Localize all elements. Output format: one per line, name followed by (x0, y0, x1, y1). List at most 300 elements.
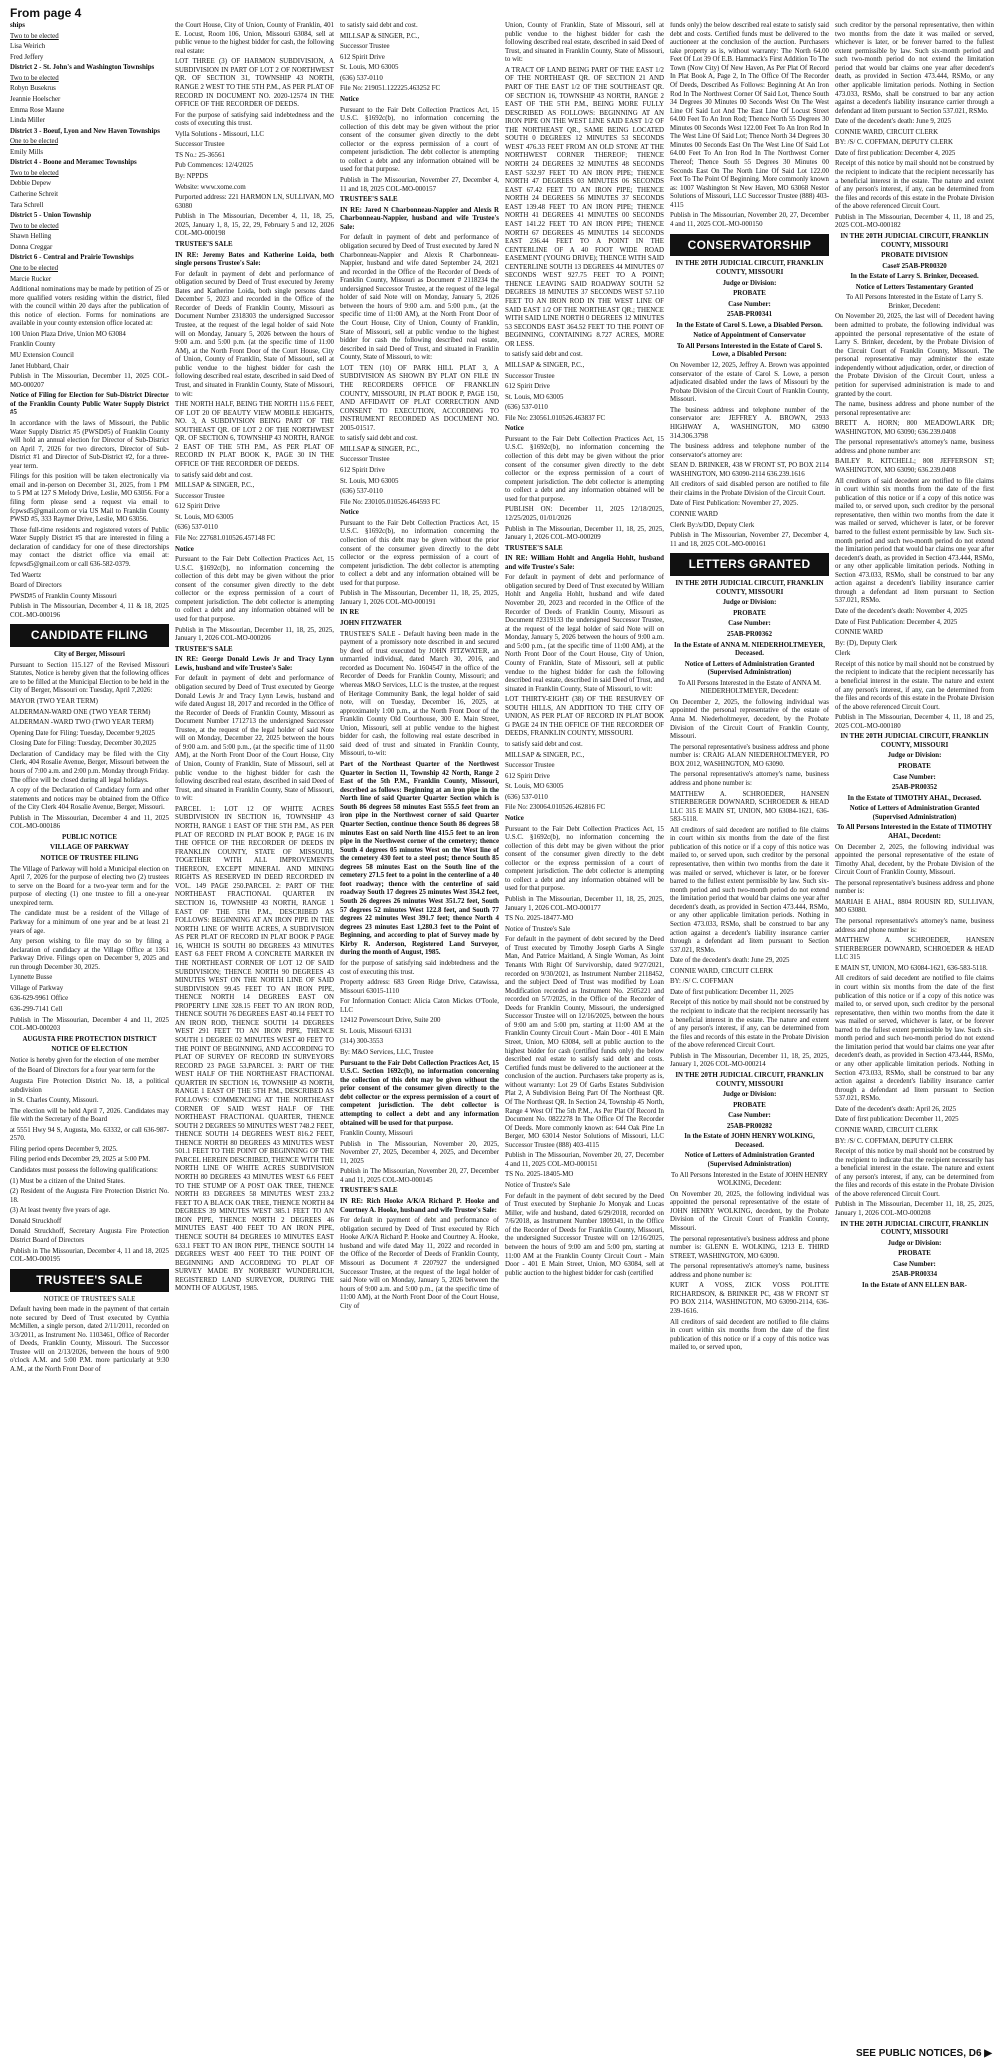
notice-line: LOT THREE (3) OF HARMON SUBDIVISION, A SUBDIVISION IN PART OF LOT 2 OF NORTHWEST QR. OF SECTION 31, TOWNSHIP 43 NORTH, RANGE 2 WEST TO THE 5TH P.M., AS PER PLAT OF RECORD IN DOCUMENT NO. 2020-12574 IN THE OFFICE OF THE RECORDER OF DEEDS. (175, 58, 334, 109)
notice-line: Notice (505, 425, 524, 433)
notice-line: (636) 537-0110 (505, 793, 548, 801)
notice-line: On November 12, 2025, Jeffrey A. Brown was appointed conservator of the estate of Carol S. Lowe, a person adjudicated disabled under the laws of Missouri by the Probate Division of the Circuit Court of Franklin County, Missouri. (670, 362, 829, 404)
notice-line: On November 20, 2025, the last will of Decedent having been admitted to probate, the following individual was appointed the personal representative of the estate of Larry S. Brinker, decedent, by the Probate Division of the Circuit Court of Franklin County, Missouri. The personal representative may administer the estate independently without adjudication, order, or direction of the Probate Division of the Circuit Court, unless a petition for supervised administration is made to and granted by the court. (835, 313, 994, 398)
notice-line: All creditors of said decedent are notified to file claims in court within six months from the date of the first publication of this notice or if a copy of this notice was mailed to, or served upon, such creditor by the personal representative, then within two months from the date it was mailed or served, whichever is later, or be forever barred to the fullest extent permissible by law. Such six-month period and such two-month period do not extend the limitation period that would bar claims one year after decedent's death, as provided in Section 473.444, RSMo, or any other applicable limitation periods. Nothing in Section 473.033, RSMo, shall be construed to bar any action against a decedent's liability insurance carrier through a defendant ad litem pursuant to Section 537.021, RSMo. (835, 477, 994, 605)
notice-line: Publish in The Missourian, November 20, 2025, November 27, 2025, December 4, 2025, and December 11, 2025 (340, 1140, 499, 1165)
notice-line: St. Louis, Missouri 63131 (340, 1027, 412, 1035)
notice-line: In the Estate of Carol S. Lowe, a Disabled Person. (676, 321, 823, 329)
notice-line: MILLSAP & SINGER, P.C., (505, 361, 585, 369)
notice-line: Pursuant to the Fair Debt Collection Practices Act, 15 U.S.C. Section 1692c(b), no information concerning the collection of this debt may be given without the prior consent of the consumer given directly to the debt collector or the express permission of a court of competent jurisdiction. The debt collector is attempting to collect a debt and any information obtained will be used for that purpose. (340, 1059, 499, 1127)
notice-line: In the Estate of TIMOTHY AHAL, Deceased. (847, 794, 982, 802)
notice-line: of the Board of Directors for a four year term for the (10, 1067, 155, 1075)
notice-line: Property address: 683 Green Ridge Drive, Catawissa, Missouri 63015-1110 (340, 979, 499, 995)
notice-line: 25AB-PR00334 (891, 1271, 938, 1279)
notice-line: Successor Trustee (175, 141, 225, 149)
notice-line: Jeannie Hoelscher (10, 95, 61, 103)
column-1 (10, 22, 169, 2042)
notice-line: Ted Waertz (10, 571, 42, 579)
notice-line: Receipt of this notice by mail should not be construed by the recipient to indicate that the recipient necessarily has a beneficial interest in the estate. The nature and extent of any person's interest, if any, can be determined from the files and records of this estate in the Probate Division of the above referenced Circuit Court. (835, 160, 994, 211)
notice-line: Date of first publication: December 11, 2025 (835, 1116, 959, 1124)
notice-line: Filing period ends December 29, 2025 at 5:00 PM. (10, 1156, 151, 1164)
notice-line: IN RE: George Donald Lewis Jr and Tracy Lynn Lewis, husband and wife Trustee's Sale: (175, 656, 334, 672)
notice-line: Publish in The Missourian, December 11, 18, 25, 2025, January 1, 2026 COL-MO-000208 (835, 1201, 994, 1217)
notice-line: Publish in The Missourian, November 20, 27, December 4 and 11, 2025 COL-MO-000145 (340, 1168, 499, 1184)
notice-line: Date of first publication: December 11, 2025 (670, 988, 794, 996)
notice-line: For default in the payment of debt secured by the Deed of Trust executed by Stephanie Jo Monyak and Lucas Miller, wife and husband, dated 6/29/2018, recorded on 7/6/2018, as Instrument Number 1809341, in the Office of the Recorder of Deeds for Franklin County, Missouri, the undersigned Successor Trustee will on 12/16/2025, between the hours of 9:00 am and 5:00 pm, starting at 11:00 AM at the Franklin County Circuit Court - Main Door - 401 E Main Street, Union, MO 63084, sell at public auction to the highest bidder for cash (certified (505, 1192, 664, 1277)
notice-line: 25AB-PR00362 (726, 630, 773, 638)
notice-line: TRUSTEE'S SALE (340, 1187, 398, 1195)
notice-line: The personal representative's attorney's name, business address and phone number are: (835, 439, 994, 455)
notice-line: By: (D), Deputy Clerk (835, 639, 898, 647)
notice-line: Emily Mills (10, 148, 44, 156)
notice-line: Candidates must possess the following qualifications: (10, 1167, 158, 1174)
notice-line: PROBATE (733, 290, 766, 298)
notice-line: IN RE: Rich Hooke A/K/A Richard P. Hooke and Courtney A. Hooke, husband and wife Trustee's Sale: (340, 1198, 499, 1214)
notice-line: Date of First Publication: December 4, 2025 (835, 618, 958, 626)
notice-line: In the Estate of Larry S. Brinker, Deceased. (850, 273, 979, 281)
notice-line: Successor Trustee (175, 492, 225, 500)
notice-line: File No: 230561.010526.463837 FC (505, 414, 606, 422)
notice-line: For default in payment of debt and performance of obligation secured by Deed of Trust executed by George Donald Lewis Jr and Tracy Lynn Lewis, husband and wife dated August 18, 2017 and recorded in the Office of the Recorder of Deeds of Franklin County, Missouri as Document Number 1712713 the undersigned Successor Trustee, at the request of the legal holder of said Note will on Monday, December 22, 2025 between the hours of 9:00 a.m. and 5:00 p.m., (at the specific time of 11:00 AM), at the North Front Door of the Court House, City of Union, County of Franklin, State of Missouri, sell at public vendue to the highest bidder for cash the following described real estate, described in said Deed of Trust, and situated in Franklin County, State of Missouri, to wit: (175, 675, 334, 803)
notice-line: Date of the decedent's death: November 4, 2025 (835, 608, 968, 615)
notice-line: The business address and telephone number of the conservator are: JEFFREY A. BROWN, 2933 HIGHWAY A, WASHINGTON, MO 63090 314.306.3798 (670, 406, 829, 440)
notice-line: Lisa Weirich (10, 43, 46, 51)
notice-line: Date of the decedent's death: April 26, 2025 (835, 1105, 957, 1113)
notice-line: Notice (175, 545, 194, 553)
notice-line: Date of the decedent's death: June 9, 2025 (835, 118, 952, 126)
notice-line: Pursuant to the Fair Debt Collection Practices Act, 15 U.S.C. §1692c(b), no information concerning the collection of this debt may be given without the prior consent of the consumer given directly to the debt collector or the express permission of a court of competent jurisdiction. The debt collector is attempting to collect a debt and any information obtained will be used for that purpose. (340, 519, 499, 587)
notice-line: Publish in The Missourian, December 4, 11, 18 and 25, 2025 COL-MO-000182 (835, 213, 994, 230)
notice-line: Notice of Letters of Administration Granted (Supervised Administration) (684, 660, 815, 677)
notice-line: Pursuant to the Fair Debt Collection Practices Act, 15 U.S.C. §1692c(b), no information concerning the collection of this debt may be given without the prior consent of the consumer given directly to the debt collector or the express permission of a court of competent jurisdiction. The debt collector is attempting to collect a debt and any information obtained will be used for that purpose. (505, 435, 664, 503)
notice-line: Notice of Trustee's Sale (505, 925, 571, 933)
notice-line: Two to be elected (10, 222, 59, 230)
notice-line: E MAIN ST, UNION, MO 63084-1621, 636-583-5118. (835, 964, 988, 972)
notice-line: File No: 219051.122225.463252 FC (340, 85, 441, 93)
notice-line: In accordance with the laws of Missouri, the Public Water Supply District #5 (PWSD#5) of Franklin County will hold an annual election for Director of Sub-District on April 7, 2026 for two directors, Director of Sub-District #1 and Director of Sub-District #2, for a three-year term. (10, 419, 169, 470)
notice-line: District 6 - Central and Prairie Townships (10, 254, 134, 262)
notice-line: BY: /S/ C. COFFMAN, DEPUTY CLERK (835, 1137, 953, 1145)
notice-line: Publish in The Missourian, December 4, 11 & 18, 2025 COL-MO-000196 (10, 603, 169, 619)
notice-line: Vylla Solutions - Missouri, LLC (175, 130, 265, 138)
notice-line: VILLAGE OF PARKWAY (50, 844, 129, 852)
notice-line: NOTICE OF TRUSTEE'S SALE (43, 1295, 136, 1303)
notice-line: 12412 Powerscourt Drive, Suite 200 (340, 1017, 441, 1025)
notice-line: File No: 227681.010526.457148 FC (175, 534, 276, 542)
notice-line: BY: /S/ C. COFFMAN (670, 978, 734, 986)
notice-line: For the purpose of satisfying said indebtedness and the costs of executing this trust. (175, 111, 334, 128)
notice-line: IN THE 20TH JUDICIAL CIRCUIT, FRANKLIN COUNTY, MISSOURI (840, 232, 989, 249)
notice-line: PROBATE (733, 1101, 766, 1109)
notice-line: St. Louis, MO 63005 (505, 393, 564, 401)
notice-line: such creditor by the personal representative, then within two months from the date it was mailed or served, whichever is later, or be forever barred to the fullest extent permissible by law. Such six-month period and such two-month period do not extend the limitation period that would bar claims one year after decedent's death, as provided in Section 473.444, RSMo, or any other applicable limitation periods. Nothing in Section 473.033, RSMo, shall be construed to bar any action against a decedent's liability insurance carrier through a defendant ad litem pursuant to Section 537.021, RSMo. (835, 22, 994, 115)
notice-line: Shawn Helling (10, 233, 52, 241)
notice-line: Case Number: (893, 773, 936, 781)
notice-line: The personal representative's attorney's name, business address and phone number is: (835, 918, 994, 934)
notice-line: All creditors of said decedent are notified to file claims in court within six months from the date of the first publication of this notice or if a copy of this notice was mailed to, or served upon, such creditor by the personal representative, then within two months from the date it was mailed or served, whichever is later, or be forever barred to the fullest extent permissible by law. Such six-month period and such two-month period do not extend the limitation period that would bar claims one year after decedent's death, as provided in Section 473.444, RSMo, or any other applicable limitation periods. Nothing in Section 473.033, RSMo, shall be construed to bar any action against a decedent's liability insurance carrier through a defendant ad litem pursuant to Section 537.021, RSMo. (670, 826, 829, 954)
notice-line: in St. Charles County, Missouri. (10, 1097, 99, 1105)
notice-line: CONNIE WARD, CIRCUIT CLERK (670, 967, 774, 975)
notice-line: PROBATE (898, 763, 931, 770)
notice-line: Lynnette Busse (10, 974, 53, 982)
notice-line: TRUSTEE'S SALE (340, 196, 398, 204)
notice-line: Publish in The Missourian, November 20, 27, December 4 and 11, 2025 COL-MO-000150 (670, 212, 829, 228)
notice-line: Case# 25AB-PR00320 (882, 262, 947, 270)
notice-line: Additional nominations may be made by petition of 25 or more qualified voters residing within the district, filed with the council within 20 days after the publication of this notice of election. Forms for nominations are available in your county extension office located at: (10, 286, 169, 328)
notice-line: for the purpose of satisfying said indebtedness and the cost of executing this trust. (340, 959, 499, 976)
notice-line: BAILEY R. KITCHELL; 808 JEFFERSON ST; WASHINGTON, MO 63090; 636.239.0408 (835, 458, 994, 474)
notice-line: Date of First Publication: November 27, 2025. (670, 500, 799, 508)
notice-line: For default in payment of debt and performance of obligation secured by Deed of Trust executed by Jeremy Bates and Katherine Loida, both single persons dated December 5, 2023 and recorded in the Office of the Recorder of Deeds of Franklin County, Missouri as Document Number 2318303 the undersigned Successor Trustee, at the request of the legal holder of said Note will on Monday, January 5, 2026 between the hours of 9:00 a.m. and 5:00 p.m. (at the specific time of 11:00 AM), at the North Front Door of the Court House, City of Union, County of Franklin, State of Missouri, sell at public vendue to the highest bidder for cash the following described real estate, described in said Deed of Trust, and situated in Franklin County, State of Missouri, to wit: (175, 270, 334, 398)
notice-line: NOTICE OF TRUSTEE FILING (40, 855, 139, 862)
notice-line: 636-299-7141 Cell (10, 1006, 63, 1013)
notice-line: Notice (340, 509, 359, 517)
notice-line: Successor Trustee (340, 456, 390, 464)
notice-line: Clerk (835, 650, 851, 658)
notice-line: Publish in The Missourian, December 11, 18, 25, 2025, January 1, 2026 COL-MO-000206 (175, 626, 334, 643)
notice-line: On November 20, 2025, the following individual was appointed the personal representative of the estate of JOHN HENRY WOLKING, decedent, by the Probate Division of the Circuit Court of Franklin County, Missouri. (670, 1190, 829, 1232)
notice-line: IN RE: Jared N Charbonneau-Nappier and Alexis R Charbonneau-Nappier, husband and wife Trustee's Sale: (340, 206, 499, 231)
notice-line: All creditors of said disabled person are notified to file their claims in the Probate Division of the Circuit Court. (670, 481, 829, 497)
notice-line: MU Extension Council (10, 352, 74, 359)
notice-line: Robyn Busekrus (10, 85, 56, 93)
notice-line: IN RE: William Hohlt and Angelia Hohlt, husband and wife Trustee's Sale: (505, 555, 664, 571)
notice-line: Publish in The Missourian, December 4 and 11, 2025 COL-MO-000203 (10, 1016, 169, 1033)
notice-line: Case Number: (728, 300, 771, 308)
notice-line: Judge or Division: (887, 1239, 942, 1247)
notice-line: LOT THIRTY-EIGHT (38) OF THE RESURVEY OF SOUTH HILLS, AN ADDITION TO THE CITY OF UNION, AS PER PLAT OF RECORD IN PLAT BOOK G PAGE 24 IN THE OFFICE OF THE RECORDER OF DEEDS, FRANKLIN COUNTY, MISSOURI. (505, 696, 664, 738)
notice-line: Union, County of Franklin, State of Missouri, sell at public vendue to the highest bidder for cash the following described real estate, described in said Deed of Trust, and situated in Franklin County, State of Missouri, to wit: (505, 22, 664, 64)
notice-line: A TRACT OF LAND BEING PART OF THE EAST 1/2 OF THE NORTHEAST QR. OF SECTION 21 AND PART OF THE EAST 1/2 OF THE SOUTHEAST QR. OF SECTION 16, TOWNSHIP 43 NORTH, RANGE 2 EAST OF THE 5TH P.M., BEING MORE FULLY DESCRIBED AS FOLLOWS: BEGINNING AT AN IRON PIPE ON THE WEST LINE SAID EAST 1/2 OF THE NORTHEAST QR., SAME BEING LOCATED SOUTH 0 DEGREES 12 MINUTES 53 SECONDS WEST 476.33 FEET FROM AN OLD STONE AT THE NORTHWEST CORNER THEREOF; THENCE NORTH 24 DEGREES 32 MINUTES 48 SECONDS EAST 532.97 FEET TO AN IRON PIPE; THENCE NORTH 47 DEGREES 03 MINUTES 06 SECONDS EAST 67.42 FEET TO AN IRON PIPE; THENCE NORTH 24 DEGREES 56 MINUTES 37 SECONDS EAST 139.48 FEET TO AN IRON PIPE; THENCE NORTH 41 DEGREES 41 MINUTES 00 SECONDS EAST 141.22 FEET TO AN IRON PIPE; THENCE NORTH 67 DEGREES 45 MINUTES 14 SECONDS EAST 236.44 FEET TO A POINT IN THE CENTERLINE OF A 40 FOOT WIDE ROAD EASEMENT (YOUNG DRIVE); THENCE WITH SAID CENTERLINE SOUTH 13 DEGREES 44 MINUTES 07 SECONDS WEST 927.75 FEET TO A POINT; THENCE LEAVING SAID ROADWAY SOUTH 52 DEGREES 18 MINUTES 37 SECONDS WEST 57.110 FEET TO AN IRON ROD IN THE WEST LINE OF SAID EAST 1/2 OF THE NORTHEAST QR.; THENCE WITH SAID LINE NORTH 0 DEGREES 12 MINUTES 53 SECONDS EAST 364.52 FEET TO THE POINT OF BEGINNING, CONTAINING 8.727 ACRES, MORE OR LESS. (505, 66, 664, 348)
notice-line: The Village of Parkway will hold a Municipal election on April 7, 2026 for the purpose of electing two (2) trustees to serve on the Board for a two-year term and for the purpose of electing (1) one trustee to fill a one-year unexpired term. (10, 865, 169, 907)
notice-line: Successor Trustee (340, 43, 390, 51)
column-4 (505, 22, 664, 2042)
section-heading: CONSERVATORSHIP (670, 234, 829, 257)
notice-line: Two to be elected (10, 32, 59, 40)
notice-line: Fred Jeffery (10, 53, 44, 61)
notice-line: To All Persons Interested in the Estate of Larry S. Brinker, Decedent: (846, 294, 983, 310)
notice-line: St. Louis, MO 63005 (340, 64, 399, 72)
notice-line: IN RE (340, 609, 359, 617)
notice-line: To All Persons Interested in the Estate of TIMOTHY AHAL, Decedent: (836, 824, 993, 840)
notice-line: IN THE 20TH JUDICIAL CIRCUIT, FRANKLIN COUNTY, MISSOURI (675, 1071, 824, 1088)
column-2 (175, 22, 334, 2042)
notice-line: MARIAH E AHAL, 8804 ROUSIN RD, SULLIVAN, MO 63080. (835, 898, 994, 915)
notice-line: Two to be elected (10, 169, 59, 177)
notice-line: 636-629-9961 Office (10, 995, 69, 1003)
notice-line: BRETT A. HORN; 800 MEADOWLARK DR; WASHINGTON, MO 63090; 636.239.0408 (835, 420, 994, 436)
notice-line: Publish in The Missourian, November 20, 27, December 4 and 11, 2025 COL-MO-000151 (505, 1152, 664, 1168)
notice-line: On December 2, 2025, the following individual was appointed the personal representative of the estate of Anna M. Niederholtmeyer, decedent, by the Probate Division of the Circuit Court of Franklin County, Missouri. (670, 698, 829, 741)
notice-line: The name, business address and phone number of the personal representative are: (835, 401, 994, 417)
notice-line: to satisfy said debt and cost. (505, 741, 583, 748)
notice-line: Franklin County (10, 341, 56, 349)
notice-line: City of Berger, Missouri (54, 651, 125, 659)
notice-line: St. Louis, MO 63005 (505, 783, 564, 791)
notice-line: The election will be held April 7, 2026. Candidates may file with the Secretary of the Board (10, 1107, 169, 1124)
notice-line: One to be elected (10, 264, 59, 272)
notice-line: ALDERMAN -WARD TWO (TWO YEAR TERM) (10, 719, 154, 727)
notice-line: to satisfy said debt and cost. (175, 471, 253, 479)
notice-line: District 5 - Union Township (10, 212, 92, 220)
notice-line: MILLSAP & SINGER, P.C., (505, 751, 585, 759)
notice-line: TS No.: 25-36561 (175, 151, 225, 159)
notice-line: Marcie Rucker (10, 275, 52, 283)
notice-line: NOTICE OF ELECTION (51, 1046, 128, 1054)
notice-line: 612 Spirit Drive (340, 53, 385, 61)
notice-line: Linda Miller (10, 117, 46, 125)
notice-line: MATTHEW A. SCHROEDER, HANSEN STIERBERGER DOWNARD, SCHROEDER & HEAD LLC 315 (835, 937, 994, 962)
notice-line: 25AB-PR00352 (891, 784, 938, 792)
section-heading: TRUSTEE'S SALE (10, 1269, 169, 1292)
continued-on-link[interactable]: SEE PUBLIC NOTICES, D6 ▶ (855, 2048, 992, 2059)
notice-line: Publish in The Missourian, December 11, 18, 25, 2025, January 1, 2026 COL-MO-000191 (340, 590, 499, 606)
notice-line: Catherine Schreit (10, 191, 59, 198)
notice-line: Website: www.xome.com (175, 183, 246, 191)
notice-line: Donald Struckhoff (10, 1217, 62, 1225)
notice-line: Judge or Division: (722, 279, 777, 287)
notice-line: The personal representative's business address and phone number is: CRAIG ALAN NIEDERHOLTMEYER, PO BOX 2012, WASHINGTON, MO 63090. (670, 743, 829, 768)
notice-line: 612 Spirit Drive (175, 503, 220, 511)
notice-line: Pursuant to the Fair Debt Collection Practices Act, 15 U.S.C. §1692c(b), no information concerning the collection of this debt may be given without the prior consent of the consumer given directly to the debt collector or the express permission of a court of competent jurisdiction. The debt collector is attempting to collect a debt and any information obtained will be used for that purpose. (175, 556, 334, 623)
continued-from-label: From page 4 (10, 6, 82, 20)
notice-line: Publish in The Missourian, November 27, December 4, 11 and 18, 2025 COL-MO-000161 (670, 532, 829, 548)
notice-line: Publish in The Missourian, December 11, 18, 25, 2025, January 1, 2026 COL-MO-000214 (670, 1052, 829, 1069)
notice-line: IN THE 20TH JUDICIAL CIRCUIT, FRANKLIN COUNTY, MISSOURI (675, 260, 824, 276)
notice-line: MILLSAP & SINGER, P.C., (175, 482, 255, 490)
notice-line: PROBATE DIVISION (881, 252, 948, 260)
notice-line: District 3 - Boeuf, Lyon and New Haven Townships (10, 127, 160, 135)
notice-line: St. Louis, MO 63005 (340, 477, 399, 485)
notice-line: St. Louis, MO 63005 (175, 513, 234, 521)
notice-line: To All Persons Interested in the Estate of Carol S. Lowe, a Disabled Person: (676, 342, 823, 359)
notice-line: to satisfy said debt and cost. (340, 435, 418, 443)
notice-line: (2) Resident of the Augusta Fire Protection District No. 18. (10, 1188, 169, 1204)
notice-line: Receipt of this notice by mail should not be construed by the recipient to indicate that the recipient necessarily has a beneficial interest in the estate. The nature and extent of any person's interest, if any, can be determined from the files and records of this estate in the Probate Division of the above referenced Circuit Court. (835, 1148, 994, 1198)
notice-line: Part of the Northeast Quarter of the Northwest Quarter in Section 11, Township 42 North, Range 2 East of the 5th P.M., Franklin County, Missouri, described as follows: Beginning at an iron pipe in the North line of said Quarter Quarter Section which is South 86 degrees 58 minutes East 555.5 feet from an iron pipe in the Northwest corner of said Quarter Quarter Section, continue thence South 86 degrees 58 minutes East on said North line 415.5 feet to an iron pipe in the Northwest corner of the cemetery; thence South 4 degrees 05 minutes West on the West line of the cemetery 430 feet to a steel post; thence South 85 degrees 58 minutes East on the South line of the cemetery 271.5 feet to a point in the centerline of a 40 foot roadway; thence with the centerline of said roadway South 17 degrees 25 minutes West 354.2 feet, South 26 degrees 26 minutes West 351.72 feet, South 57 degrees 52 minutes West 122.8 feet, and South 77 degrees 22 minutes West 391.7 feet; thence North 4 degrees 23 minutes East 1,280.3 feet to the Point of Beginning, and according to plat of Survey made by Kirby R. Anderson, Registered Land Surveyor, during the month of August, 1985. (340, 761, 499, 957)
notice-line: KURT A VOSS, ZICK VOSS POLITTE RICHARDSON, & BRINKER PC, 438 W FRONT ST PO BOX 2114, WASHINGTON, MO 63090-2114, 636-239-1616. (670, 1282, 829, 1315)
section-heading: CANDIDATE FILING (10, 624, 169, 647)
notice-line: Pursuant to the Fair Debt Collection Practices Act, 15 U.S.C. §1692c(b), no information concerning the collection of this debt may be given without the prior consent of the consumer given directly to the debt collector or the express permission of a court of competent jurisdiction. The debt collector is attempting to collect a debt and any information obtained will be used for that purpose. (505, 825, 664, 893)
notice-line: Date of first publication: December 4, 2025 (835, 149, 956, 157)
notice-line: CONNIE WARD, CIRCUIT CLERK (835, 128, 939, 136)
notice-line: (636) 537-0110 (505, 404, 548, 412)
notice-line: ALDERMAN-WARD ONE (TWO YEAR TERM) (10, 708, 151, 716)
section-heading: LETTERS GRANTED (670, 553, 829, 576)
page-header (10, 4, 994, 22)
notice-line: The personal representative's attorney's name, business address and phone number is: (670, 771, 829, 787)
notice-line: Tara Schrell (10, 201, 44, 209)
notice-line: Donna Creggar (10, 243, 53, 251)
notice-line: Notice of Letters of Administration Granted (Supervised Administration) (684, 1152, 815, 1168)
notice-line: ships (10, 22, 25, 29)
notice-line: One to be elected (10, 138, 59, 146)
notice-line: The candidate must be a resident of the Village of Parkway for a minimum of one year and be at least 21 years of age. (10, 910, 169, 935)
notice-line: TS No. 2025-18477-MO (505, 915, 574, 923)
notice-line: Case Number: (728, 620, 771, 628)
notice-line: The personal representative's attorney's name, business address and phone number is: (670, 1263, 829, 1279)
notice-line: PROBATE (733, 609, 766, 617)
notice-line: On December 2, 2025, the following individual was appointed the personal representative of the estate of Timothy Ahal, decedent, by the Probate Division of the Circuit Court of Franklin County, Missouri. (835, 843, 994, 877)
notice-line: District 2 - St. John's and Washington Townships (10, 64, 155, 72)
notice-line: The business address and telephone number of the conservator's attorney are: (670, 443, 829, 459)
notice-line: Village of Parkway (10, 984, 64, 992)
notice-line: PROBATE (898, 1250, 931, 1258)
notice-line: Publish in The Missourian, December 4, 11, 18 and 25, 2025 COL-MO-000180 (835, 714, 994, 730)
notice-line: 612 Spirit Drive (505, 383, 550, 391)
notice-line: (636) 537-0110 (340, 488, 383, 496)
notice-line: (314) 300-3553 (340, 1038, 384, 1046)
notice-line: CONNIE WARD, CIRCUIT CLERK (835, 1126, 939, 1134)
notice-line: IN RE: Jeremy Bates and Katherine Loida, both single persons Trustee's Sale: (175, 251, 334, 268)
notice-line: MILLSAP & SINGER, P.C., (340, 32, 420, 40)
notice-line: Notice of Trustee's Sale (505, 1182, 571, 1189)
notice-line: For default in payment of debt and performance of obligation secured by Deed of Trust executed by Jared N Charbonneau-Nappier and Alexis R Charbonneau-Nappier, husband and wife dated September 24, 2021 and recorded in the Office of the Recorder of Deeds of Franklin County, Missouri as Document # 2118234 the undersigned Successor Trustee, at the request of the legal holder of said Note will on Monday, January 5, 2026 between the hours of 9:00 a.m. and 5:00 p.m., (at the specific time of 11:00 AM), at the North Front Door of the Court House, City of Union, County of Franklin, State of Missouri, sell at public vendue to the highest bidder for cash the following described real estate, described in said Deed of Trust, and situated in Franklin County, State of Missouri, to wit: (340, 234, 499, 362)
notice-line: BY: /S/ C. COFFMAN, DEPUTY CLERK (835, 139, 953, 147)
notice-line: Successor Trustee (505, 372, 555, 380)
notice-line: Declaration of Candidacy may be filed with the City Clerk, 404 Rosalie Avenue, Berger, Missouri between the hours of 7:00 a.m. and 2:00 p.m. Monday through Friday. The office will be closed during all legal holidays. (10, 750, 169, 784)
notice-line: Receipt of this notice by mail should not be construed by the recipient to indicate that the recipient necessarily has a beneficial interest in the estate. The nature and extent of any person's interest, if any, can be determined from the files and records of this estate in the Probate Division of the above referenced Circuit Court. (835, 660, 994, 711)
notice-line: In the Estate of ANN ELLEN BAR- (862, 1281, 967, 1289)
notice-line: By: NPPDS (175, 173, 209, 180)
notice-line: Closing Date for Filing: Tuesday, December 30,2025 (10, 740, 157, 748)
notice-line: Publish in The Missourian, November 27, December 4, 11 and 18, 2025 COL-MO-000157 (340, 177, 499, 193)
notice-line: Notice (340, 95, 359, 103)
notice-line: Debbie Depew (10, 180, 52, 188)
notice-line: Emma Rose Maune (10, 106, 65, 114)
notice-line: A copy of the Declaration of Candidacy form and other statements and notices may be obtained from the Office of the City Clerk 404 Rosalie Avenue, Berger, Missouri. (10, 787, 169, 812)
notice-line: to satisfy said debt and cost. (340, 22, 418, 29)
notice-line: MAYOR (TWO YEAR TERM) (10, 698, 98, 705)
notice-line: Pub Commences: 12/4/2025 (175, 162, 254, 170)
notice-line: IN THE 20TH JUDICIAL CIRCUIT, FRANKLIN COUNTY, MISSOURI (840, 733, 989, 749)
notice-line: Publish in The Missourian, December 11, 18, 25, 2025, January 1, 2026 COL-MO-000177 (505, 896, 664, 912)
notice-line: District 4 - Boone and Meramec Townships (10, 159, 137, 167)
notice-line: Judge or Division: (887, 752, 942, 760)
notice-line: To All Persons Interested in the Estate of ANNA M. NIEDERHOLTMEYER, Decedent: (677, 679, 822, 696)
notice-line: Franklin County, Missouri (340, 1130, 413, 1138)
notice-line: IN THE 20TH JUDICIAL CIRCUIT, FRANKLIN COUNTY, MISSOURI (840, 1220, 989, 1237)
notice-line: TS No. 2025-18405-MO (505, 1171, 574, 1179)
notice-line: For default in payment of debt and performance of obligation secured by Deed of Trust executed by Rich Hooke A/K/A Richard P. Hooke and Courtney A. Hooke, husband and wife dated May 11, 2022 and recorded in the Office of the Recorder of Deeds of Franklin County, Missouri as Document # 2207927 the undersigned Successor Trustee, at the request of the legal holder of said Note will on Monday, January 5, 2026 between the hours of 9:00 a.m. and 5:00 p.m., (at the specific time of 11:00 AM), at the North Front Door of the Court House, City of (340, 1217, 499, 1310)
notice-line: JOHN FITZWATER (340, 620, 402, 627)
notice-line: Opening Date for Filing: Tuesday, December 9,2025 (10, 729, 155, 737)
notice-line: to satisfy said debt and cost. (505, 351, 583, 359)
notice-line: For default in the payment of debt secured by the Deed of Trust executed by Timothy Joseph Garbs A Single Man, And Patrice Maitland, A Single Woman, As Joint Tenants With Right Of Survivorship, dated 9/27/2021, recorded on 9/30/2021, as Instrument Number 2118452, and the subject Deed of Trust was modified by Loan Modification recorded as Instrument No. 2505221 and recorded on 5/7/2025, in the Office of the Recorder of Deeds for Franklin County, Missouri, the undersigned Successor Trustee will on 12/16/2025, between the hours of 9:00 am and 5:00 pm, starting at 11:00 AM at the Franklin County Circuit Court - Main Door - 401 E Main Street, Union, MO 63084, sell at public auction to the highest bidder for cash (certified funds only) the below described real estate to satisfy said debt and costs. Certified funds must be delivered to the auctioneer at the conclusion of the auction. Purchasers take property as is, without warranty: Lot 29 Of Garbs Estates Subdivision Plat 2, A Subdivision Being Part Of The Northeast QR. Of The Northeast QR. In Section 24, Township 45 North, Range 4 West Of The 5th P.M., As Per Plat Of Record In Document No. 0822278 In The Office Of The Recorder Of Deeds. More commonly known as: 644 Oak Pine Ln Berger, MO 63014 Nestor Solutions of Missouri, LLC Successor Trustee (888) 403-4115 (505, 936, 664, 1149)
notice-line: MILLSAP & SINGER, P.C., (340, 445, 420, 453)
notice-line: SEAN D. BRINKER, 438 W FRONT ST, PO BOX 2114 WASHINGTON, MO 63090-2114 636.239.1616 (670, 462, 829, 478)
notice-line: TRUSTEE'S SALE (175, 645, 233, 653)
notice-columns (10, 22, 994, 2042)
notice-line: Publish in The Missourian, December 4, 11, 18, 25, 2025, January 1, 8, 15, 22, 29, February 5 and 12, 2026 COL-MO-000198 (175, 213, 334, 238)
notice-line: Notice of Appointment of Conservator (693, 332, 806, 340)
notice-line: Pursuant to Section 115.127 of the Revised Missouri Statutes, Notice is hereby given that the following offices are to be filled at the Municipal Election to be held in the City of Berger, Missouri on: Tuesday, April 7,2026: (10, 661, 169, 695)
notice-line: All creditors of said decedent are notified to file claims in court within six months from the date of the first publication of this notice or if a copy of this notice was mailed to, or served upon, such creditor by the personal representative, then within two months from the date it was mailed or served, whichever is later, or be forever barred to the fullest extent permissible by law. Such six-month period and such two-month period do not extend the limitation period that would bar claims one year after decedent's death, as provided in Section 473.444, RSMo, or any other applicable limitation periods. Nothing in Section 473.033, RSMo, shall be construed to bar any action against a decedent's liability insurance carrier through a defendant ad litem pursuant to Section 537.021, RSMo. (835, 975, 994, 1103)
notice-line: Clerk By:/s/DD, Deputy Clerk (670, 521, 755, 529)
notice-line: (636) 537-0110 (175, 524, 218, 532)
column-6 (835, 22, 994, 2042)
notice-line: Two to be elected (10, 74, 59, 82)
notice-line: By: M&O Services, LLC, Trustee (340, 1049, 434, 1056)
notice-line: Janet Hubbard, Chair (10, 362, 69, 370)
notice-line: Date of the decedent's death: June 29, 2025 (670, 957, 790, 965)
notice-line: 612 Spirit Drive (505, 772, 550, 780)
notice-line: THE NORTH HALF, BEING THE NORTH 115.6 FEET, OF LOT 20 OF BEAUTY VIEW MOBILE HEIGHTS, NO. 3, A SUBDIVISION BEING PART OF THE SOUTHEAST QR. OF LOT 2 OF THE NORTHWEST QR. OF SECTION 6, TOWNSHIP 43 NORTH, RANGE 2 EAST OF THE 5TH P.M., AS PER PLAT OF RECORD IN PLAT BOOK K, PAGE 30 IN THE OFFICE OF THE RECORDER OF DEEDS. (175, 401, 334, 468)
notice-line: Judge or Division: (722, 599, 777, 607)
notice-line: Filing period opens December 9, 2025. (10, 1145, 118, 1153)
notice-line: IN THE 20TH JUDICIAL CIRCUIT, FRANKLIN COUNTY, MISSOURI (675, 580, 824, 596)
notice-line: In the Estate of JOHN HENRY WOLKING, Deceased. (684, 1133, 815, 1149)
notice-line: Receipt of this notice by mail should not be construed by the recipient to indicate that the recipient necessarily has a beneficial interest in the estate. The nature and extent of any person's interest, if any, can be determined from the files and records of this estate in the Probate Division of the above referenced Circuit Court. (670, 999, 829, 1050)
notice-line: The personal representative's business address and phone number is: (835, 879, 994, 896)
notice-line: Publish in The Missourian, December 11, 2025 COL-MO-000207 (10, 373, 169, 389)
notice-line: Case Number: (728, 1112, 771, 1120)
notice-line: In the Estate of ANNA M. NIEDERHOLTMEYER, Deceased. (674, 641, 825, 658)
notice-line: (1) Must be a citizen of the United States. (10, 1177, 126, 1185)
notice-line: 612 Spirit Drive (340, 467, 385, 474)
notice-line: Case Number: (893, 1260, 936, 1268)
notice-line: Notice of Filing for Election for Sub-District Director of the Franklin County Public Water Supply District #5 (10, 392, 169, 417)
notice-line: PWSD#5 of Franklin County Missouri (10, 592, 117, 600)
notice-line: Publish in The Missourian, December 4, 11 and 18, 2025 COL-MO-000195 (10, 1247, 169, 1264)
notice-line: AUGUSTA FIRE PROTECTION DISTRICT (22, 1035, 157, 1043)
notice-line: Board of Directors (10, 582, 62, 590)
notice-line: The personal representative's business address and phone number is: GLENN E. WOLKING, 1213 E. THIRD STREET, WASHINGTON, MO 63090. (670, 1235, 829, 1260)
notice-line: 25AB-PR00341 (726, 311, 773, 319)
notice-line: Default having been made in the payment of that certain note secured by Deed of Trust executed by Cynthia McMillen, a single person, dated 2/11/2011, recorded on 3/3/2011, as Instrument No. 1103461, Office of Recorder of Deeds, Franklin County, Missouri. The Successor Trustee will on 2/13/2026, between the hours of 9:00 o'clock A.M. and 5:00 P.M. more particularly at 9:30 A.M., at the North Front Door of (10, 1306, 169, 1373)
notice-line: CONNIE WARD (670, 511, 718, 518)
notice-line: Publish in The Missourian, December 4 and 11, 2025 COL-MO-000186 (10, 814, 169, 831)
notice-line: Augusta Fire Protection District No. 18, a political subdivision (10, 1077, 169, 1094)
notice-line: PARCEL 1: LOT 12 OF WHITE ACRES SUBDIVISION IN SECTION 16, TOWNSHIP 43 NORTH, RANGE 1 EAST OF THE 5TH P.M., AS PER PLAT OF RECORD IN PLAT BOOK P, PAGE 16 IN THE OFFICE OF THE RECORDER OF DEEDS IN FRANKLIN COUNTY, STATE OF MISSOURI, TOGETHER WITH ALL IMPROVEMENTS THEREON, EXCEPT MINERAL AND MINING RIGHTS AS RESERVED IN DEED RECORDED IN VOL. 149 PAGE 250.PARCEL 2: PART OF THE NORTHEAST FRACTIONAL QUARTER IN SECTION 16, TOWNSHIP 43 NORTH, RANGE 1 EAST OF THE 5TH P.M., DESCRIBED AS FOLLOWS: BEGINNING AT AN IRON PIPE IN THE NORTH LINE OF WHITE ACRES, A SUBDIVISION AS PER PLAT OF RECORD IN PLAT BOOK P PAGE 16, WHICH IS SOUTH 80 DEGREES 43 MINUTES EAST 6.8 FEET FROM A CONCRETE MARKER IN THE NORTHEAST CORNER OF LOT 12 OF SAID SUBDIVISION; THENCE NORTH 90 DEGREES 43 MINUTES WEST ON THE NORTH LINE OF SAID SUBDIVISION 99.45 FEET TO AN IRON PIPE, THENCE NORTH 14 DEGREES EAST ON PROPERTY LINE 328.15 FEET TO AN IRON ROD, THENCE SOUTH 76 DEGREES EAST 40.14 FEET TO AN IRON ROD, THENCE SOUTH 14 DEGREES WEST 291 FEET TO AN IRON PIPE, THENCE SOUTH 1 DEGREE 02 MINUTES WEST 40 FEET TO THE POINT OF BEGINNING, AND ACCORDING TO PLAT OF SURVEY OF RECORD IN SURVEYORS RECORD 23 PAGE 53.PARCEL 3: PART OF THE WEST HALF OF THE NORTHEAST FRACTIONAL QUARTER IN SECTION 16, TOWNSHIP 43 NORTH, RANGE 1 EAST OF THE 5TH P.M., DESCRIBED AS FOLLOWS: COMMENCING AT THE NORTHEAST CORNER OF SAID WEST HALF OF THE NORTHEAST FRACTIONAL QUARTER, THENCE SOUTH 2 DEGREES 50 MINUTES WEST 748.2 FEET, THENCE SOUTH 14 DEGREES WEST 816.2 FEET, THENCE NORTH 80 DEGREES 43 MINUTES WEST 501.1 FEET TO THE POINT OF BEGINNING OF THE PARCEL HEREIN DESCRIBED, THENCE WITH THE NORTH LINE OF WHITE ACRES SUBDIVISION NORTH 80 DEGREES 43 MINUTES WEST 6.6 FEET TO THE STUMP OF A POST OAK TREE, THENCE NORTH 83 DEGREES 58 MINUTES WEST 233.2 FEET TO A BLACK OAK TREE, THENCE NORTH 84 DEGREES 39 MINUTES WEST 385.1 FEET TO AN IRON PIPE, THENCE NORTH 2 DEGREES 46 MINUTES EAST 400 FEET TO AN IRON PIPE, THENCE SOUTH 84 DEGREES 10 MINUTES EAST 633.1 FEET TO AN IRON PIPE, THENCE SOUTH 14 DEGREES WEST 400 FEET TO THE POINT OF BEGINNING AND ACCORDING TO PLAT OF SURVEY MADE BY NORBERT WUNDERLICH, REGISTERED LAND SURVEYOR, DURING THE MONTH OF AUGUST, 1985. (175, 805, 334, 1293)
column-5 (670, 22, 829, 2042)
notice-line: the Court House, City of Union, County of Franklin, 401 E. Locust, Room 106, Union, Missouri 63084, sell at public venue to the highest bidder for cash, the following real estate: (175, 22, 334, 55)
notice-line: All creditors of said decedent are notified to file claims in court within six months from the date of the first publication of this notice or if a copy of this notice was mailed to, or served upon, (670, 1318, 829, 1352)
notice-line: Publish in The Missourian, December 11, 18, 25, 2025, January 1, 2026 COL-MO-000209 (505, 525, 664, 542)
notice-line: File No: 230064.010526.462816 FC (505, 804, 606, 812)
notice-line: LOT TEN (10) OF PARK HILL PLAT 3, A SUBDIVISION AS SHOWN BY PLAT ON FILE IN THE RECORDERS OFFICE OF FRANKLIN COUNTY, MISSOURI, IN PLAT BOOK P, PAGE 150, AND AFFIDAVIT OF PLAT CORRECTION AND CONSENT TO EXECUTION, ACCORDING TO INSTRUMENT RECORDED AS DOCUMENT NO. 2005-01517. (340, 364, 499, 432)
notice-line: Filings for this position will be taken electronically via email and in-person on December 31, 2025, from 1 PM to 5 PM at 127 S Melody Drive, Leslie, MO 63056. For a filing form please send a request via email to fcpwsd5@gmail.com or via US Mail to Franklin County PWSD #5, 333 Raymer Drive, Leslie, MO 63056. (10, 473, 169, 524)
notice-line: Donald Struckhoff, Secretary Augusta Fire Protection District Board of Directors (10, 1228, 169, 1244)
notice-line: Pursuant to the Fair Debt Collection Practices Act, 15 U.S.C. §1692c(b), no information concerning the collection of this debt may be given without the prior consent of the consumer given directly to the debt collector or the express permission of a court of competent jurisdiction. The debt collector is attempting to collect a debt and any information obtained will be used for that purpose. (340, 106, 499, 174)
notice-line: (3) At least twenty five years of age. (10, 1207, 111, 1215)
notice-line: TRUSTEE'S SALE (505, 544, 563, 552)
notice-line: Judge or Division: (722, 1091, 777, 1099)
notice-line: PUBLIC NOTICE (62, 833, 117, 841)
notice-line: For default in payment of debt and performance of obligation secured by Deed of Trust executed by William Hohlt and Angelia Hohlt, husband and wife dated November 20, 2023 and recorded in the Office of the Recorder of Deeds of Franklin County, Missouri as Document #2319133 the undersigned Successor Trustee, at the request of the legal holder of said Note will on Monday, January 5, 2026 between the hours of 9:00 a.m. and 5:00 p.m., (at the specific time of 11:00 AM), at the North Front Door of the Court House, City of Union, County of Franklin, State of Missouri, sell at public vendue to the highest bidder for cash the following described real estate, described in said Deed of Trust, and situated in Franklin County, State of Missouri, to wit: (505, 574, 664, 693)
notice-line: (636) 537-0110 (340, 74, 383, 82)
notice-line: For Information Contact: Alicia Caton Mickes O'Toole, LLC (340, 998, 499, 1014)
notice-line: TRUSTEE'S SALE (175, 240, 233, 248)
notice-line: MATTHEW A. SCHROEDER, HANSEN STIERBERGER DOWNARD, SCHROEDER & HEAD LLC 315 E MAIN ST, UNION, MO 63084-1621, 636-583-5118. (670, 790, 829, 824)
notice-line: TRUSTEE'S SALE - Default having been made in the payment of a promissory note described in and secured by deed of trust executed by JOHN FITZWATER, an unmarried individual, dated March 30, 2016, and recorded as Document No. 1604547 in the office of the Recorder of Deeds for Franklin County, Missouri; and whereas M&O Services, LLC is the trustee, at the request of Heritage Community Bank, the legal holder of said note, will on Tuesday, December 16, 2025, at approximately 1:00 p.m., at the North Front Door of the Franklin County Old Courthouse, 300 E. Main Street, Union, Missouri, sell at public vendue to the highest bidder for cash, the following real estate described in said deed of trust and situated in Franklin County, Missouri, to-wit: (340, 630, 499, 758)
notice-line: 25AB-PR00282 (726, 1122, 773, 1130)
column-3 (340, 22, 499, 2042)
notice-line: at 5551 Hwy 94 S, Augusta, Mo. 63332, or call 636-987-2570. (10, 1126, 169, 1143)
notice-line: Notice of Letters of Administration Granted (Supervised Administration) (849, 805, 980, 821)
notice-line: 100 Union Plaza Drive, Union MO 63084 (10, 330, 126, 338)
notice-line: File No: 230105.010526.464593 FC (340, 498, 441, 506)
notice-line: To All Persons Interested in the Estate of JOHN HENRY WOLKING, Decedent: (670, 1171, 829, 1188)
notice-line: Those full-time residents and registered voters of Public Water Supply District #5 that are interested in filing a declaration of candidacy for one of these directorships may contact the district office via email at: fcpwsd5@gmail.com or call 636-582-0379. (10, 526, 169, 568)
notice-line: Purported address: 221 HARMON LN, SULLIVAN, MO 63080 (175, 194, 334, 210)
notice-line: Notice is hereby given for the election of one member (10, 1056, 160, 1064)
notice-line: PUBLISH ON: December 11, 2025 12/18/2025, 12/25/2025, 01/01/2026 (505, 506, 664, 522)
notice-line: Any person wishing to file may do so by filing a declaration of candidacy at the Village Office at 1361 Parkway Drive. Filings open on December 9, 2025 and run through December 30, 2025. (10, 938, 169, 971)
notice-line: Notice (505, 814, 524, 822)
notice-line: funds only) the below described real estate to satisfy said debt and costs. Certified funds must be delivered to the auctioneer at the conclusion of the auction. Purchasers take property as is, without warranty: The North 64.00 Feet Of Lot 39 Of E.B. Hammack's First Addition To The Town (Now City) Of New Haven, As Per Plat Of Record In Plat Book A, Page 2, In The Office Of The Recorder Of Deeds, Described As Follows: Beginning At An Iron Rod In The Northwest Corner Of Said Lot, Thence South 34 Degrees 30 Minutes 00 Seconds West On The West Line Of Said Lot And The East Line Of Locust Street 64.00 Feet To An Iron Rod; Thence North 55 Degrees 30 Minutes 00 Seconds West 122.00 Feet To An Iron Rod In The West Line Of Said Lot; Thence North 34 Degrees 30 Minutes 00 Seconds East On The West Line Of Said Lot 64.00 Feet To An Iron Rod In The Northwest Corner Thereof; Thence South 55 Degrees 30 Minutes 00 Seconds East On The North Line Of Said Lot 122.00 Feet To The Point Of Beginning. More commonly known as: 1007 Washington St New Haven, MO 63068 Nestor Solutions of Missouri, LLC Successor Trustee (888) 403-4115 (670, 22, 829, 209)
notice-line: Successor Trustee (505, 762, 555, 770)
